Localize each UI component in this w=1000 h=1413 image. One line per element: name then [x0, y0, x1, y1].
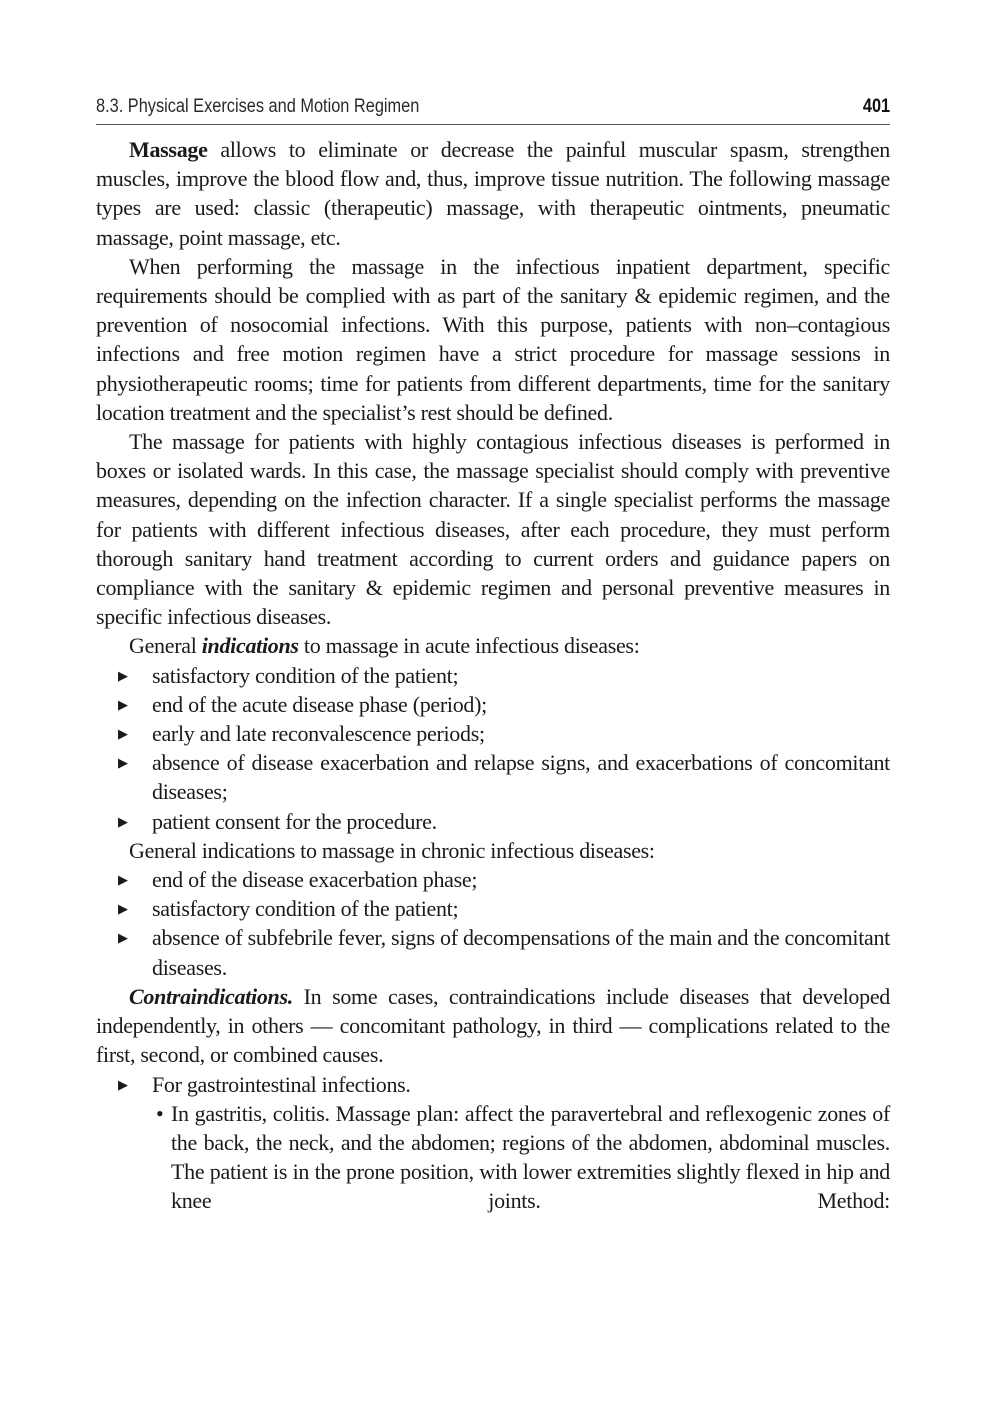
triangle-bullet-icon: ▶ [118, 667, 128, 683]
term-contraindications: Contraindications. [129, 983, 293, 1009]
running-header [96, 96, 890, 125]
term-massage: Massage [129, 137, 208, 162]
list-item: ▶ satisfactory condition of the patient; [118, 896, 459, 922]
paragraph-contagious: The massage for patients with highly contagious infectious diseases is performed in boxes or isolated wards. In this case, the massage specialist should comply with preventive measures, depending on the infection character. If a single specialist performs the massage for patients with different infectious diseases, after each procedure, they must perform thorough sanitary hand treatment according to current orders and guidance papers on compliance with the sanitary & epidemic regimen and personal preventive measures in specific infectious diseases. [96, 429, 890, 630]
paragraph-contraindications: Contraindications. In some cases, contraindications include diseases that developed independently, in others — concomitant pathology, in third — complications related to the first, second, or combined causes. [96, 983, 890, 1068]
section-title: 8.3. Physical Exercises and Motion Regimen [96, 96, 420, 117]
chronic-indications-list [96, 865, 890, 982]
acute-indications-list [96, 661, 890, 836]
acute-indications-intro: General indications to massage in acute infectious diseases: [129, 633, 640, 659]
list-item: ▶ absence of disease exacerbation and relapse signs, and exacerbations of concomitant diseases; [118, 750, 890, 805]
list-item: ▶ For gastrointestinal infections. [118, 1071, 411, 1097]
triangle-bullet-icon: ▶ [118, 755, 128, 771]
term-indications: indications [201, 633, 299, 659]
triangle-bullet-icon: ▶ [118, 813, 128, 829]
list-item: ▶ patient consent for the procedure. [118, 808, 437, 834]
chronic-indications-intro: General indications to massage in chronic infectious diseases: [129, 837, 655, 863]
triangle-bullet-icon: ▶ [118, 1076, 128, 1092]
list-item: ▶ end of the acute disease phase (period); [118, 691, 487, 717]
triangle-bullet-icon: ▶ [118, 930, 128, 946]
triangle-bullet-icon: ▶ [118, 696, 128, 712]
list-item: ▶ satisfactory condition of the patient; [118, 662, 459, 688]
paragraph-massage: Massage allows to eliminate or decrease the painful muscular spasm, strengthen muscles, improve the blood flow and, thus, improve tissue nutrition. The following massage types are used: classic (therapeutic) massage, with therapeutic ointments, pneumatic massage, point massage, etc. [96, 137, 890, 250]
triangle-bullet-icon: ▶ [118, 901, 128, 917]
contraindications-list [96, 1070, 890, 1099]
page-number: 401 [862, 96, 891, 117]
list-item: • In gastritis, colitis. Massage plan: affect the paravertebral and reflexogenic zones of the back, the neck, and the abdomen; regions of the abdomen, abdominal muscles. The patient is in the prone position, with lower extremities slightly flexed in hip and knee joints. Method: [156, 1100, 890, 1214]
paragraph-inpatient: When performing the massage in the infectious inpatient department, specific requirements should be complied with as part of the sanitary & epidemic regimen, and the prevention of nosocomial infections. With this purpose, patients with non–contagious infections and free motion regimen have a strict procedure for massage sessions in physiotherapeutic rooms; time for patients from different departments, time for the sanitary location treatment and the specialist’s rest should be defined. [96, 253, 890, 425]
body-text [96, 135, 890, 1216]
triangle-bullet-icon: ▶ [118, 726, 128, 742]
triangle-bullet-icon: ▶ [118, 872, 128, 888]
book-page [96, 96, 890, 1216]
contraindications-sublist [96, 1099, 890, 1216]
list-item: ▶ absence of subfebrile fever, signs of decompensations of the main and the concomitant diseases. [118, 925, 890, 980]
list-item: ▶ early and late reconvalescence periods; [118, 721, 485, 747]
dot-bullet-icon: • [156, 1100, 164, 1126]
list-item: ▶ end of the disease exacerbation phase; [118, 867, 478, 893]
